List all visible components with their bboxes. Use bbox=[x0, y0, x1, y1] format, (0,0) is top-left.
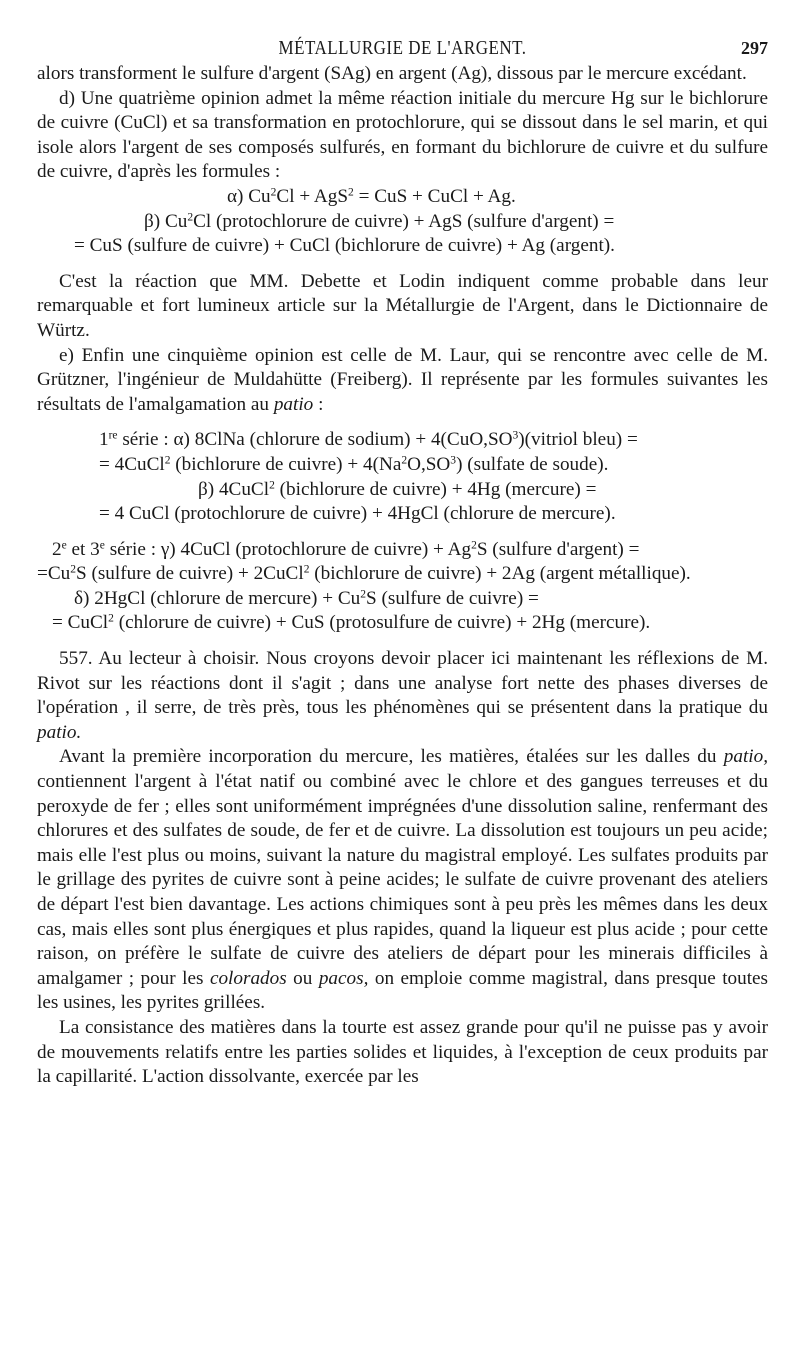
series-2-line-3: δ) 2HgCl (chlorure de mercure) + $Cu^2S$ (sulfure de cuivre) = bbox=[74, 587, 539, 609]
series-1-formulas bbox=[37, 428, 768, 526]
formula-alpha: α) $Cu^2Cl + AgS^2$ = CuS + CuCl + Ag. bbox=[227, 185, 516, 207]
running-title: MÉTALLURGIE DE L'ARGENT. bbox=[278, 36, 527, 59]
series-1-line-1: 1re série : α) 8ClNa (chlorure de sodium) + $4(CuO,SO^3)(vitriol$ bleu) = bbox=[99, 429, 638, 451]
formula-beta-line-2: = CuS (sulfure de cuivre) + CuCl (bichlorure de cuivre) + Ag (argent). bbox=[74, 235, 615, 257]
page-number: 297 bbox=[741, 38, 768, 58]
series-2-line-1: 2e et 3e série : γ) 4CuCl (protochlorure de cuivre) + $Ag^2S$ (sulfure d'argent) = bbox=[52, 538, 640, 560]
series-1-line-4: = 4 CuCl (protochlorure de cuivre) + 4HgCl (chlorure de mercure). bbox=[99, 503, 616, 525]
paragraph-c-end: alors transforment le sulfure d'argent (SAg) en argent (Ag), dissous par le mercure excédant. bbox=[37, 63, 747, 84]
formulas-d bbox=[37, 185, 768, 259]
paragraph-d: d) Une quatrième opinion admet la même réaction initiale du mercure Hg sur le bichlorure de cuivre (CuCl) et sa transformation en protochlorure, qui se dissout dans le sel marin, et qui isole alors l'argent de ses composés sulfurés, en formant du bichlorure de cuivre et du sulfure de cuivre, d'après les formules : bbox=[37, 87, 768, 183]
body-text bbox=[37, 62, 768, 1090]
page-header bbox=[37, 0, 768, 62]
paragraph-before-incorporation: Avant la première incorporation du mercure, les matières, étalées sur les dalles du patio, contiennent l'argent à l'état natif ou combiné avec le chlore et des gangues terreuses et du peroxyde de fer ; elles sont uniformément imprégnées d'une dissolution saline, renfermant des chlorures et des sulfates de soude, de fer et de cuivre. La dissolution est toujours un peu acide; mais elle l'est plus ou moins, suivant la nature du magistral employé. Les sulfates produits par le grillage des pyrites de cuivre sont à peine acides; le sulfate de cuivre provenant des ateliers de départ l'est bien davantage. Les actions chimiques sont à peu près les mêmes dans les deux cas, mais elles sont plus énergiques et plus rapides, quand la liqueur est plus acide ; pour cette raison, on préfère le sulfate de cuivre des ateliers de départ pour les minerais difficiles à amalgamer ; pour les colorados ou pacos, on emploie comme magistral, dans presque toutes les usines, les pyrites grillées. bbox=[37, 746, 769, 1014]
paragraph-debette-lodin: C'est la réaction que MM. Debette et Lodin indiquent comme probable dans leur remarquable et fort lumineux article sur la Métallurgie de l'Argent, dans le Dictionnaire de Würtz. bbox=[37, 270, 768, 341]
series-1-line-3: β) 4CuCl$^2$ (bichlorure de cuivre) + 4Hg (mercure) = bbox=[198, 478, 597, 500]
series-2-line-4: = CuCl$^2$ (chlorure de cuivre) + CuS (protosulfure de cuivre) + 2Hg (mercure). bbox=[52, 612, 651, 634]
formula-beta-line-1: β) Cu$^2$Cl (protochlorure de cuivre) + AgS (sulfure d'argent) = bbox=[144, 210, 615, 232]
series-1-line-2: = 4CuCl$^2$ (bichlorure de cuivre) + $4(Na^2O,SO^3)$ (sulfate de soude). bbox=[99, 453, 609, 475]
series-2-line-2: $=Cu^2S$ (sulfure de cuivre) + 2CuCl$^2$ (bichlorure de cuivre) + 2Ag (argent métallique). bbox=[37, 563, 691, 585]
series-2-3-formulas bbox=[37, 538, 768, 636]
paragraph-557: 557. Au lecteur à choisir. Nous croyons devoir placer ici maintenant les réflexions de M. Rivot sur les réactions dont il s'agit ; dans une analyse fort nette des phases diverses de l'opération , il serre, de très près, tous les phénomènes qui se présentent dans la pratique du patio. bbox=[37, 648, 768, 743]
paragraph-consistance: La consistance des matières dans la tourte est assez grande pour qu'il ne puisse pas y avoir de mouvements relatifs entre les parties solides et liquides, à l'exception de ceux produits par la capillarité. L'action dissolvante, exercée par les bbox=[37, 1016, 768, 1088]
paragraph-e: e) Enfin une cinquième opinion est celle de M. Laur, qui se rencontre avec celle de M. Grützner, l'ingénieur de Muldahütte (Freiberg). Il représente par les formules suivantes les résultats de l'amalgamation au patio : bbox=[37, 344, 768, 415]
